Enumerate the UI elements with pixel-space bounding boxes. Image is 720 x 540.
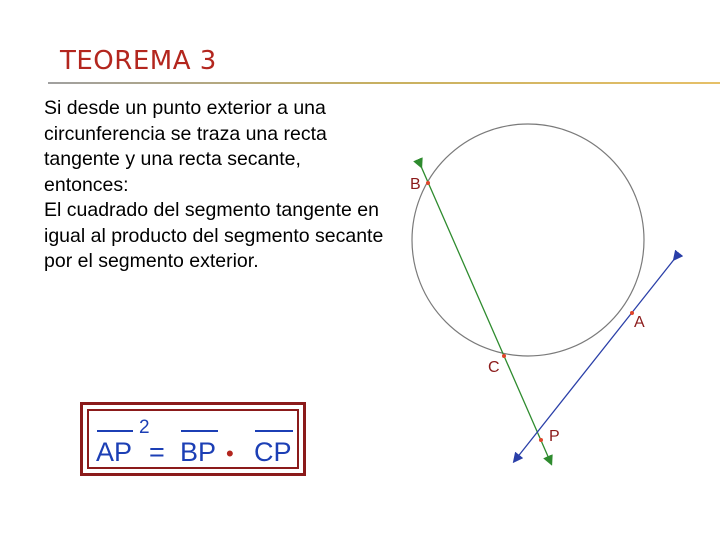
label-c: C — [488, 359, 500, 376]
theorem-statement: Si desde un punto exterior a una circunferencia se traza una recta tangente y una recta secante, entonces: — [44, 97, 327, 196]
point-p — [539, 438, 543, 442]
slide-title: TEOREMA 3 — [60, 46, 217, 76]
formula-lhs: AP — [96, 437, 133, 467]
point-b — [426, 181, 430, 185]
formula-exponent: 2 — [139, 417, 150, 438]
secant-line — [420, 164, 550, 461]
formula-rhs2: CP — [254, 437, 292, 467]
tangent-line — [516, 257, 676, 459]
point-c — [502, 354, 506, 358]
label-a: A — [634, 314, 645, 331]
formula-dot: • — [226, 441, 234, 466]
formula-rhs1: BP — [180, 437, 217, 467]
label-p: P — [549, 428, 560, 445]
theorem-conclusion: El cuadrado del segmento tangente en igual al producto del segmento secante por el segmento exterior. — [44, 199, 384, 272]
label-b: B — [410, 176, 421, 193]
formula-equals: = — [149, 437, 165, 467]
circle — [412, 124, 644, 356]
